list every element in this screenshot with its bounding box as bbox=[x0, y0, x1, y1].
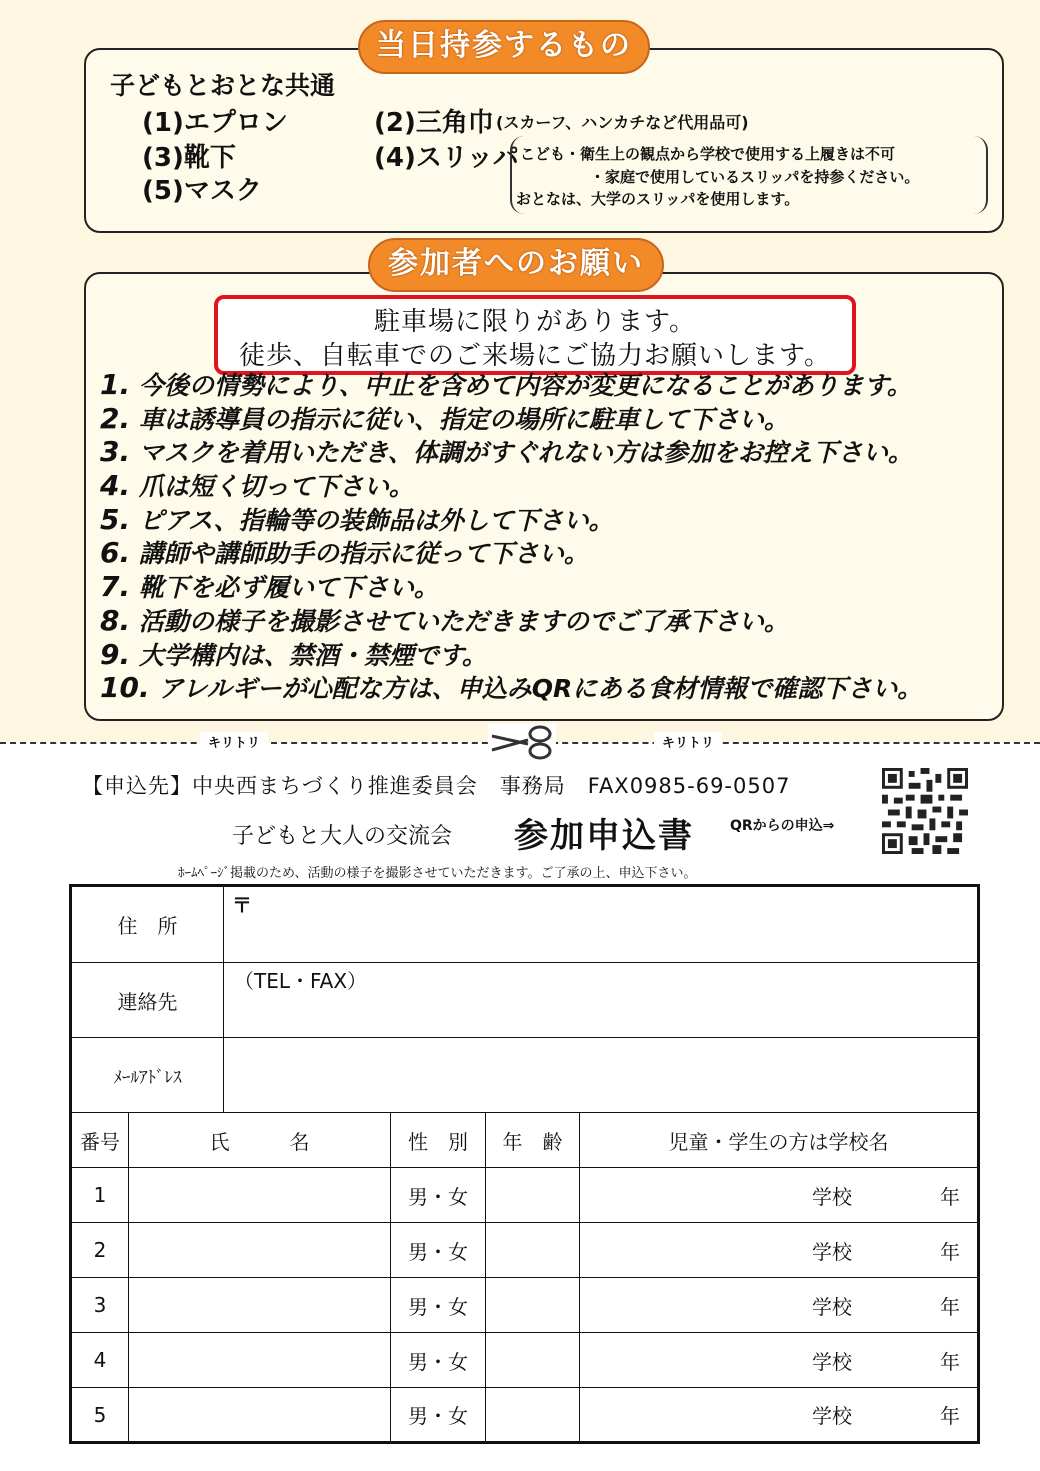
name-field[interactable] bbox=[129, 1168, 391, 1223]
rule-item: 1. 今後の情勢により、中止を含めて内容が変更になることがあります。 bbox=[100, 368, 912, 401]
address-field[interactable] bbox=[224, 886, 979, 963]
rule-item: 9. 大学構内は、禁酒・禁煙です。 bbox=[100, 637, 487, 671]
grade-suffix: 年 bbox=[940, 1294, 960, 1319]
school-suffix: 学校 bbox=[812, 1294, 852, 1319]
school-suffix: 学校 bbox=[812, 1239, 852, 1264]
email-label: ﾒｰﾙｱﾄﾞﾚｽ bbox=[71, 1038, 224, 1113]
contact-hint: （TEL・FAX） bbox=[234, 969, 368, 993]
sex-field[interactable]: 男・女 bbox=[391, 1168, 486, 1223]
age-field[interactable] bbox=[486, 1333, 580, 1388]
photo-notice: ﾎｰﾑﾍﾟｰｼﾞ掲載のため、活動の様子を撮影させていただきます。ご了承の上、申込下さい。 bbox=[178, 866, 697, 881]
postal-mark: 〒 bbox=[232, 893, 252, 917]
cut-label-right: キリトリ bbox=[654, 732, 722, 751]
header-school: 児童・学生の方は学校名 bbox=[580, 1113, 979, 1168]
parking-notice-line-2: 徒歩、自転車でのご来場にご協力お願いします。 bbox=[239, 341, 831, 371]
rule-item: 8. 活動の様子を撮影させていただきますのでご了承下さい。 bbox=[100, 603, 789, 637]
requests-title: 参加者へのお願い bbox=[368, 238, 664, 292]
school-suffix: 学校 bbox=[812, 1404, 852, 1428]
qr-code-icon[interactable] bbox=[882, 768, 968, 854]
sex-field[interactable]: 男・女 bbox=[391, 1223, 486, 1278]
bring-item-slippers: (4)スリッパ bbox=[374, 143, 519, 173]
bring-item-mask: (5)マスク bbox=[142, 176, 262, 206]
contact-field[interactable] bbox=[224, 963, 979, 1038]
name-field[interactable] bbox=[129, 1278, 391, 1333]
parking-notice bbox=[214, 295, 856, 375]
rule-item: 3. マスクを着用いただき、体調がすぐれない方は参加をお控え下さい。 bbox=[100, 435, 913, 469]
age-field[interactable] bbox=[486, 1388, 580, 1443]
row-number: 1 bbox=[71, 1168, 129, 1223]
row-number: 3 bbox=[71, 1278, 129, 1333]
school-field[interactable] bbox=[580, 1168, 979, 1223]
header-sex: 性 別 bbox=[391, 1113, 486, 1168]
sex-field[interactable]: 男・女 bbox=[391, 1333, 486, 1388]
form-title: 参加申込書 bbox=[514, 816, 694, 856]
scissors-icon bbox=[488, 724, 556, 760]
bring-items-title: 当日持参するもの bbox=[358, 20, 650, 74]
name-field[interactable] bbox=[129, 1388, 391, 1443]
rule-item: 7. 靴下を必ず履いて下さい。 bbox=[100, 570, 439, 604]
rule-item: 4. 爪は短く切って下さい。 bbox=[100, 469, 414, 503]
application-form-table bbox=[69, 884, 980, 1444]
email-field[interactable] bbox=[224, 1038, 979, 1113]
grade-suffix: 年 bbox=[940, 1349, 960, 1374]
bring-item-apron: (1)エプロン bbox=[142, 108, 288, 138]
cut-label-left: キリトリ bbox=[200, 732, 268, 751]
age-field[interactable] bbox=[486, 1223, 580, 1278]
header-no: 番号 bbox=[71, 1113, 129, 1168]
row-number: 4 bbox=[71, 1333, 129, 1388]
name-field[interactable] bbox=[129, 1333, 391, 1388]
row-number: 5 bbox=[71, 1388, 129, 1443]
table-row bbox=[71, 1278, 979, 1333]
table-row bbox=[71, 1388, 979, 1443]
rule-item: 10. アレルギーが心配な方は、申込みQRにある食材情報で確認下さい。 bbox=[100, 671, 923, 705]
grade-suffix: 年 bbox=[940, 1239, 960, 1264]
school-field[interactable] bbox=[580, 1278, 979, 1333]
header-age: 年 齢 bbox=[486, 1113, 580, 1168]
rules-list bbox=[100, 368, 922, 705]
application-destination: 【申込先】中央西まちづくり推進委員会 事務局 FAX0985-69-0507 bbox=[82, 774, 791, 798]
sex-field[interactable]: 男・女 bbox=[391, 1388, 486, 1443]
school-field[interactable] bbox=[580, 1223, 979, 1278]
address-label: 住 所 bbox=[71, 886, 224, 963]
rule-item: 2. 車は誘導員の指示に従い、指定の場所に駐車して下さい。 bbox=[100, 401, 789, 435]
slipper-note-line-3: おとなは、大学のスリッパを使用します。 bbox=[516, 190, 800, 208]
table-row bbox=[71, 1223, 979, 1278]
table-row bbox=[71, 1333, 979, 1388]
age-field[interactable] bbox=[486, 1278, 580, 1333]
row-number: 2 bbox=[71, 1223, 129, 1278]
school-field[interactable] bbox=[580, 1388, 979, 1443]
table-row bbox=[71, 1168, 979, 1223]
school-suffix: 学校 bbox=[812, 1349, 852, 1374]
name-field[interactable] bbox=[129, 1223, 391, 1278]
common-label: 子どもとおとな共通 bbox=[110, 71, 336, 100]
parking-notice-line-1: 駐車場に限りがあります。 bbox=[374, 307, 696, 337]
school-field[interactable] bbox=[580, 1333, 979, 1388]
school-suffix: 学校 bbox=[812, 1184, 852, 1209]
rule-item: 6. 講師や講師助手の指示に従って下さい。 bbox=[100, 536, 589, 570]
slipper-note-line-2: ・家庭で使用しているスリッパを持参ください。 bbox=[590, 168, 920, 186]
rule-item: 5. ピアス、指輪等の装飾品は外して下さい。 bbox=[100, 502, 614, 536]
sex-field[interactable]: 男・女 bbox=[391, 1278, 486, 1333]
qr-label: QRからの申込⇒ bbox=[730, 818, 835, 834]
bring-item-scarf: (2)三角巾 bbox=[374, 108, 494, 138]
scarf-note: (スカーフ、ハンカチなど代用品可) bbox=[496, 113, 749, 132]
bring-item-socks: (3)靴下 bbox=[142, 143, 236, 173]
age-field[interactable] bbox=[486, 1168, 580, 1223]
contact-label: 連絡先 bbox=[71, 963, 224, 1038]
grade-suffix: 年 bbox=[940, 1404, 960, 1428]
event-name: 子どもと大人の交流会 bbox=[232, 824, 453, 849]
slipper-note-line-1: こども・衛生上の観点から学校で使用する上履きは不可 bbox=[520, 145, 896, 163]
header-name: 氏 名 bbox=[129, 1113, 391, 1168]
grade-suffix: 年 bbox=[940, 1184, 960, 1209]
